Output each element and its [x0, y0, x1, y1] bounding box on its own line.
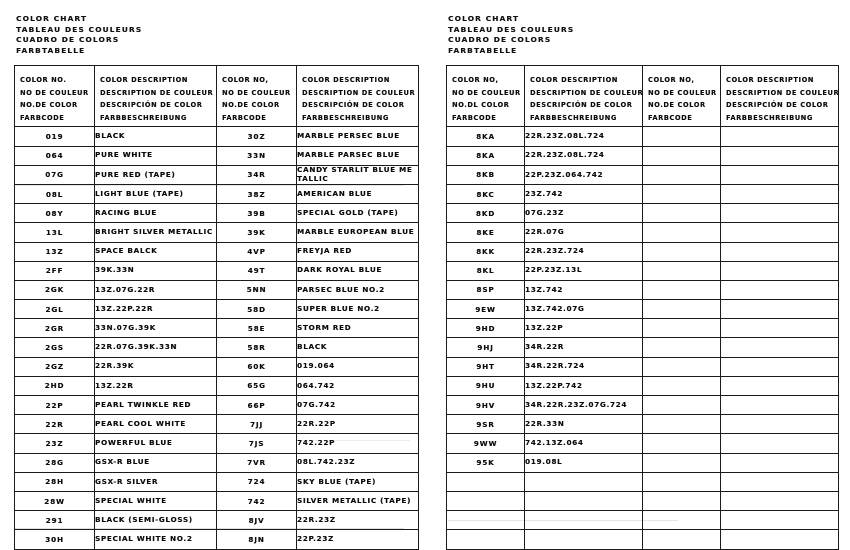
- table-row[interactable]: [447, 242, 839, 261]
- table-row[interactable]: [15, 491, 419, 510]
- color-description-cell: GSX-R BLUE: [95, 453, 217, 472]
- color-description-cell: MARBLE PARSEC BLUE: [297, 146, 419, 165]
- color-description-cell: [721, 338, 839, 357]
- color-no-cell: 9SR: [447, 415, 525, 434]
- color-description-cell: PARSEC BLUE NO.2: [297, 280, 419, 299]
- color-no-cell: 8KB: [447, 165, 525, 184]
- color-description-cell: 22R.22P: [297, 415, 419, 434]
- table-row[interactable]: [15, 338, 419, 357]
- color-description-cell: [721, 415, 839, 434]
- color-no-cell: 28H: [15, 472, 95, 491]
- left-table-head: [15, 66, 419, 127]
- color-no-cell: 8KC: [447, 184, 525, 203]
- color-no-cell: 9HT: [447, 357, 525, 376]
- right-color-chart-panel: [446, 0, 838, 550]
- color-description-cell: 34R.22R: [525, 338, 643, 357]
- color-description-cell: AMERICAN BLUE: [297, 184, 419, 203]
- color-no-cell: 8KD: [447, 204, 525, 223]
- color-no-cell: 8KK: [447, 242, 525, 261]
- color-description-cell: 13Z.742: [525, 280, 643, 299]
- color-no-cell: 22P: [15, 396, 95, 415]
- color-description-cell: 22P.23Z: [297, 530, 419, 549]
- color-description-cell: [525, 491, 643, 510]
- color-no-cell: 22R: [15, 415, 95, 434]
- header-label-es: NO.DE COLOR: [648, 101, 706, 110]
- color-description-cell: [525, 511, 643, 530]
- color-no-cell: [643, 165, 721, 184]
- table-row[interactable]: [15, 319, 419, 338]
- header-cell-color-description-a: [95, 66, 217, 127]
- color-no-cell: 9HD: [447, 319, 525, 338]
- color-no-cell: 4VP: [217, 242, 297, 261]
- color-description-cell: STORM RED: [297, 319, 419, 338]
- color-description-cell: [721, 396, 839, 415]
- color-no-cell: 07G: [15, 165, 95, 184]
- color-description-cell: SPECIAL WHITE NO.2: [95, 530, 217, 549]
- table-row[interactable]: [15, 204, 419, 223]
- header-label-fr: DESCRIPTION DE COULEUR: [302, 88, 416, 97]
- color-description-cell: SPECIAL GOLD (TAPE): [297, 204, 419, 223]
- color-no-cell: 2GS: [15, 338, 95, 357]
- color-no-cell: [643, 261, 721, 280]
- table-row[interactable]: [15, 300, 419, 319]
- color-description-cell: 742.13Z.064: [525, 434, 643, 453]
- title-line-de: FARBTABELLE: [448, 45, 518, 55]
- color-no-cell: 58E: [217, 319, 297, 338]
- color-description-cell: BRIGHT SILVER METALLIC: [95, 223, 217, 242]
- color-description-cell: 23Z.742: [525, 184, 643, 203]
- color-no-cell: 8KA: [447, 127, 525, 146]
- header-label-es: DESCRIPCIÓN DE COLOR: [302, 101, 405, 110]
- color-no-cell: [643, 300, 721, 319]
- color-no-cell: [643, 184, 721, 203]
- table-row[interactable]: [447, 146, 839, 165]
- header-label-es: DESCRIPCIÓN DE COLOR: [100, 101, 203, 110]
- table-row[interactable]: [447, 415, 839, 434]
- header-label-es: DESCRIPCIÓN DE COLOR: [726, 101, 829, 110]
- color-description-cell: SUPER BLUE NO.2: [297, 300, 419, 319]
- table-row[interactable]: [447, 491, 839, 510]
- table-row[interactable]: [15, 511, 419, 530]
- header-label-de: FARBCODE: [222, 113, 267, 122]
- color-description-cell: 22R.23Z.08L.724: [525, 127, 643, 146]
- color-no-cell: 33N: [217, 146, 297, 165]
- color-no-cell: [643, 242, 721, 261]
- color-description-cell: [721, 223, 839, 242]
- header-label-fr: NO DE COULEUR: [20, 88, 89, 97]
- color-no-cell: 9WW: [447, 434, 525, 453]
- title-line-en: COLOR CHART: [448, 14, 520, 23]
- color-description-cell: [721, 472, 839, 491]
- header-label-es: DESCRIPCIÓN DE COLOR: [530, 101, 633, 110]
- color-description-cell: CANDY STARLIT BLUE METALLIC: [297, 165, 419, 184]
- color-description-cell: [721, 319, 839, 338]
- color-description-cell: [721, 434, 839, 453]
- table-row[interactable]: [15, 184, 419, 203]
- color-no-cell: [643, 127, 721, 146]
- color-description-cell: 22P.23Z.064.742: [525, 165, 643, 184]
- left-color-chart-panel: [14, 0, 418, 550]
- color-no-cell: 9EW: [447, 300, 525, 319]
- table-row[interactable]: [15, 415, 419, 434]
- table-row[interactable]: [447, 396, 839, 415]
- color-no-cell: 39B: [217, 204, 297, 223]
- color-no-cell: [643, 204, 721, 223]
- color-no-cell: 30H: [15, 530, 95, 549]
- table-row[interactable]: [15, 357, 419, 376]
- color-no-cell: 2GZ: [15, 357, 95, 376]
- color-no-cell: [643, 146, 721, 165]
- color-description-cell: 13Z.22P: [525, 319, 643, 338]
- header-label-en: COLOR DESCRIPTION: [302, 76, 390, 85]
- color-description-cell: MARBLE PERSEC BLUE: [297, 127, 419, 146]
- header-label-de: FARBBESCHREIBUNG: [100, 113, 187, 122]
- right-table-head: [447, 66, 839, 127]
- header-label-de: FARBCODE: [452, 113, 497, 122]
- color-description-cell: 742.22P: [297, 434, 419, 453]
- table-row[interactable]: [447, 357, 839, 376]
- color-no-cell: 2GL: [15, 300, 95, 319]
- color-no-cell: [643, 223, 721, 242]
- header-label-en: COLOR NO,: [648, 76, 695, 85]
- color-description-cell: SKY BLUE (TAPE): [297, 472, 419, 491]
- header-label-de: FARBBESCHREIBUNG: [530, 113, 617, 122]
- header-label-fr: DESCRIPTION DE COULEUR: [530, 88, 644, 97]
- title-line-en: COLOR CHART: [16, 14, 88, 23]
- color-description-cell: PURE RED (TAPE): [95, 165, 217, 184]
- color-no-cell: 2GR: [15, 319, 95, 338]
- table-row[interactable]: [447, 376, 839, 395]
- table-row[interactable]: [15, 280, 419, 299]
- table-row[interactable]: [447, 319, 839, 338]
- header-cell-color-description-a: [525, 66, 643, 127]
- header-label-fr: DESCRIPTION DE COULEUR: [726, 88, 840, 97]
- header-cell-color-no-b: [217, 66, 297, 127]
- color-description-cell: [721, 376, 839, 395]
- table-row[interactable]: [447, 472, 839, 491]
- color-description-cell: 22R.39K: [95, 357, 217, 376]
- table-row[interactable]: [15, 434, 419, 453]
- color-no-cell: 23Z: [15, 434, 95, 453]
- header-label-en: COLOR DESCRIPTION: [726, 76, 814, 85]
- table-row[interactable]: [15, 376, 419, 395]
- color-description-cell: 22R.07G.39K.33N: [95, 338, 217, 357]
- color-description-cell: [721, 300, 839, 319]
- color-no-cell: 8SP: [447, 280, 525, 299]
- color-description-cell: 019.08L: [525, 453, 643, 472]
- header-label-fr: NO DE COULEUR: [222, 88, 291, 97]
- color-no-cell: 8KE: [447, 223, 525, 242]
- color-no-cell: 65G: [217, 376, 297, 395]
- header-row: [447, 66, 839, 127]
- color-no-cell: 8KL: [447, 261, 525, 280]
- color-no-cell: [643, 357, 721, 376]
- color-description-cell: 39K.33N: [95, 261, 217, 280]
- table-row[interactable]: [15, 165, 419, 184]
- right-color-table: [446, 65, 839, 549]
- header-label-de: FARBCODE: [648, 113, 693, 122]
- color-no-cell: 019: [15, 127, 95, 146]
- color-description-cell: BLACK: [95, 127, 217, 146]
- color-no-cell: [643, 319, 721, 338]
- color-description-cell: [721, 357, 839, 376]
- color-no-cell: 60K: [217, 357, 297, 376]
- title-line-es: CUADRO DE COLORS: [16, 35, 120, 45]
- table-row[interactable]: [447, 165, 839, 184]
- color-no-cell: 28W: [15, 491, 95, 510]
- color-description-cell: [721, 491, 839, 510]
- table-row[interactable]: [15, 261, 419, 280]
- table-row[interactable]: [15, 223, 419, 242]
- color-description-cell: SILVER METALLIC (TAPE): [297, 491, 419, 510]
- color-no-cell: 7JJ: [217, 415, 297, 434]
- table-row[interactable]: [447, 453, 839, 472]
- color-description-cell: [721, 184, 839, 203]
- table-row[interactable]: [15, 242, 419, 261]
- color-no-cell: 66P: [217, 396, 297, 415]
- color-description-cell: PEARL COOL WHITE: [95, 415, 217, 434]
- color-description-cell: [721, 511, 839, 530]
- color-description-cell: GSX-R SILVER: [95, 472, 217, 491]
- color-description-cell: [721, 146, 839, 165]
- color-no-cell: 49T: [217, 261, 297, 280]
- header-cell-color-description-b: [721, 66, 839, 127]
- header-label-en: COLOR DESCRIPTION: [100, 76, 188, 85]
- color-description-cell: [525, 530, 643, 549]
- header-label-es: NO.DE COLOR: [20, 101, 78, 110]
- header-label-en: COLOR NO,: [452, 76, 499, 85]
- color-description-cell: POWERFUL BLUE: [95, 434, 217, 453]
- color-description-cell: [721, 280, 839, 299]
- color-no-cell: 28G: [15, 453, 95, 472]
- color-description-cell: 13Z.22P.742: [525, 376, 643, 395]
- color-no-cell: [447, 511, 525, 530]
- color-description-cell: 22R.07G: [525, 223, 643, 242]
- header-cell-color-no-b: [643, 66, 721, 127]
- color-description-cell: 019.064: [297, 357, 419, 376]
- color-description-cell: [721, 204, 839, 223]
- color-no-cell: 064: [15, 146, 95, 165]
- color-no-cell: 13L: [15, 223, 95, 242]
- color-description-cell: PEARL TWINKLE RED: [95, 396, 217, 415]
- header-label-de: FARBBESCHREIBUNG: [726, 113, 813, 122]
- color-no-cell: [643, 396, 721, 415]
- color-no-cell: 9HV: [447, 396, 525, 415]
- table-row[interactable]: [447, 204, 839, 223]
- color-description-cell: MARBLE EUROPEAN BLUE: [297, 223, 419, 242]
- header-row: [15, 66, 419, 127]
- color-no-cell: 2FF: [15, 261, 95, 280]
- header-label-fr: NO DE COULEUR: [452, 88, 521, 97]
- table-row[interactable]: [15, 127, 419, 146]
- color-no-cell: [643, 453, 721, 472]
- color-no-cell: 8JN: [217, 530, 297, 549]
- color-description-cell: [721, 165, 839, 184]
- table-row[interactable]: [15, 396, 419, 415]
- title-line-de: FARBTABELLE: [16, 45, 86, 55]
- table-row[interactable]: [15, 472, 419, 491]
- color-description-cell: 22R.33N: [525, 415, 643, 434]
- color-no-cell: 2GK: [15, 280, 95, 299]
- color-no-cell: 742: [217, 491, 297, 510]
- header-label-en: COLOR DESCRIPTION: [530, 76, 618, 85]
- color-no-cell: [643, 434, 721, 453]
- color-description-cell: LIGHT BLUE (TAPE): [95, 184, 217, 203]
- color-description-cell: 34R.22R.23Z.07G.724: [525, 396, 643, 415]
- header-cell-color-no-a: [447, 66, 525, 127]
- color-no-cell: [643, 530, 721, 549]
- color-description-cell: 08L.742.23Z: [297, 453, 419, 472]
- color-no-cell: 08L: [15, 184, 95, 203]
- color-description-cell: DARK ROYAL BLUE: [297, 261, 419, 280]
- color-no-cell: 2HD: [15, 376, 95, 395]
- color-no-cell: [643, 491, 721, 510]
- table-row[interactable]: [447, 127, 839, 146]
- color-no-cell: [643, 376, 721, 395]
- color-description-cell: 34R.22R.724: [525, 357, 643, 376]
- color-no-cell: 9HJ: [447, 338, 525, 357]
- table-row[interactable]: [447, 223, 839, 242]
- table-row[interactable]: [447, 530, 839, 549]
- color-description-cell: [721, 261, 839, 280]
- color-description-cell: 13Z.742.07G: [525, 300, 643, 319]
- color-no-cell: [643, 415, 721, 434]
- color-no-cell: 13Z: [15, 242, 95, 261]
- table-row[interactable]: [15, 146, 419, 165]
- color-no-cell: 39K: [217, 223, 297, 242]
- color-no-cell: 95K: [447, 453, 525, 472]
- color-no-cell: 58R: [217, 338, 297, 357]
- color-description-cell: PURE WHITE: [95, 146, 217, 165]
- color-no-cell: 08Y: [15, 204, 95, 223]
- color-description-cell: [525, 472, 643, 491]
- table-row[interactable]: [447, 261, 839, 280]
- header-label-fr: DESCRIPTION DE COULEUR: [100, 88, 214, 97]
- header-label-en: COLOR NO.: [20, 76, 67, 85]
- color-description-cell: BLACK (SEMI-GLOSS): [95, 511, 217, 530]
- table-row[interactable]: [447, 280, 839, 299]
- color-no-cell: 724: [217, 472, 297, 491]
- table-row[interactable]: [447, 511, 839, 530]
- right-table-body: [447, 127, 839, 549]
- color-no-cell: 58D: [217, 300, 297, 319]
- table-row[interactable]: [447, 300, 839, 319]
- color-no-cell: 34R: [217, 165, 297, 184]
- color-description-cell: 22R.23Z.08L.724: [525, 146, 643, 165]
- header-cell-color-no-a: [15, 66, 95, 127]
- header-label-es: NO.DL COLOR: [452, 101, 510, 110]
- title-line-fr: TABLEAU DES COULEURS: [448, 24, 575, 34]
- color-description-cell: 07G.742: [297, 396, 419, 415]
- left-title-block: [16, 14, 418, 56]
- header-label-de: FARBBESCHREIBUNG: [302, 113, 389, 122]
- color-description-cell: [721, 530, 839, 549]
- table-row[interactable]: [15, 530, 419, 549]
- table-row[interactable]: [447, 338, 839, 357]
- color-no-cell: 8KA: [447, 146, 525, 165]
- color-no-cell: [447, 491, 525, 510]
- right-title-block: [448, 14, 838, 56]
- color-description-cell: 13Z.07G.22R: [95, 280, 217, 299]
- color-description-cell: SPACE BALCK: [95, 242, 217, 261]
- color-description-cell: [721, 127, 839, 146]
- color-description-cell: SPECIAL WHITE: [95, 491, 217, 510]
- color-no-cell: [643, 280, 721, 299]
- color-description-cell: [721, 453, 839, 472]
- left-color-table: [14, 65, 419, 549]
- color-no-cell: 7VR: [217, 453, 297, 472]
- color-description-cell: [721, 242, 839, 261]
- title-line-es: CUADRO DE COLORS: [448, 35, 552, 45]
- header-cell-color-description-b: [297, 66, 419, 127]
- color-no-cell: [447, 530, 525, 549]
- color-no-cell: 9HU: [447, 376, 525, 395]
- color-description-cell: 13Z.22P.22R: [95, 300, 217, 319]
- color-description-cell: BLACK: [297, 338, 419, 357]
- color-description-cell: 064.742: [297, 376, 419, 395]
- color-no-cell: 291: [15, 511, 95, 530]
- color-no-cell: 7JS: [217, 434, 297, 453]
- color-description-cell: 33N.07G.39K: [95, 319, 217, 338]
- color-description-cell: 22P.23Z.13L: [525, 261, 643, 280]
- color-no-cell: [643, 511, 721, 530]
- color-no-cell: [447, 472, 525, 491]
- header-label-es: NO.DE COLOR: [222, 101, 280, 110]
- color-no-cell: 38Z: [217, 184, 297, 203]
- color-description-cell: 13Z.22R: [95, 376, 217, 395]
- color-no-cell: [643, 338, 721, 357]
- table-row[interactable]: [447, 184, 839, 203]
- color-no-cell: [643, 472, 721, 491]
- color-no-cell: 8JV: [217, 511, 297, 530]
- color-no-cell: 30Z: [217, 127, 297, 146]
- table-row[interactable]: [15, 453, 419, 472]
- left-table-body: [15, 127, 419, 549]
- color-no-cell: 5NN: [217, 280, 297, 299]
- title-line-fr: TABLEAU DES COULEURS: [16, 24, 143, 34]
- color-description-cell: RACING BLUE: [95, 204, 217, 223]
- color-description-cell: 22R.23Z.724: [525, 242, 643, 261]
- header-label-de: FARBCODE: [20, 113, 65, 122]
- color-description-cell: FREYJA RED: [297, 242, 419, 261]
- header-label-en: COLOR NO,: [222, 76, 269, 85]
- header-label-fr: NO DE COULEUR: [648, 88, 717, 97]
- color-description-cell: 22R.23Z: [297, 511, 419, 530]
- table-row[interactable]: [447, 434, 839, 453]
- color-description-cell: 07G.23Z: [525, 204, 643, 223]
